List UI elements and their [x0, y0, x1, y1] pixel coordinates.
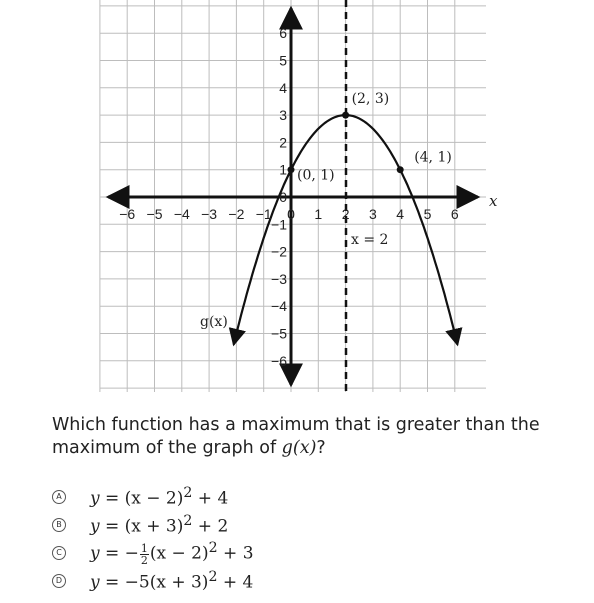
- question-text: Which function has a maximum that is greater than the maximum of the graph of g(x)?: [52, 415, 540, 458]
- y-tick-label: 3: [279, 107, 287, 124]
- x-axis-label: x: [489, 192, 498, 210]
- y-tick-label: 0: [279, 189, 287, 205]
- x-tick-label: 2: [341, 206, 350, 222]
- y-tick-label: 4: [279, 79, 287, 96]
- y-tick-label: 5: [279, 52, 287, 69]
- x-tick-label: −2: [228, 206, 245, 222]
- y-tick-label: −6: [271, 352, 287, 369]
- axis-of-symmetry-label: x = 2: [351, 232, 389, 248]
- x-tick-label: −4: [173, 206, 190, 222]
- y-tick-label: 1: [279, 161, 287, 178]
- choice-d-bubble[interactable]: D: [52, 574, 66, 588]
- y-tick-label: 2: [279, 134, 287, 151]
- choice-d-text: $y = -5(x + 3)^2 + 4$: [90, 569, 254, 593]
- x-tick-label: 6: [450, 206, 459, 222]
- function-label: g(x): [200, 314, 228, 330]
- choice-a[interactable]: [52, 483, 254, 511]
- y-tick-label: −2: [271, 243, 287, 260]
- y-tick-label: −4: [271, 298, 287, 315]
- x-axis-tick-labels: [119, 206, 459, 222]
- x-tick-label: 1: [314, 206, 323, 222]
- fraction: $\frac{1}{2}$: [140, 541, 148, 567]
- choice-b-text: $y = (x + 3)^2 + 2$: [90, 513, 229, 537]
- choice-b-bubble[interactable]: B: [52, 518, 66, 532]
- x-tick-label: −6: [119, 206, 136, 222]
- choice-c-text: y = − $\frac{1}{2}$ $(x - 2)^2 + 3$: [90, 540, 254, 567]
- choice-b[interactable]: [52, 511, 254, 539]
- answer-choices: [52, 483, 254, 595]
- point-label: (4, 1): [414, 149, 452, 166]
- y-tick-label: −5: [271, 325, 287, 342]
- choice-a-text: $y = (x - 2)^2 + 4$: [90, 485, 229, 509]
- y-tick-label: −3: [271, 270, 287, 287]
- point-marker: [342, 112, 349, 119]
- choice-a-bubble[interactable]: A: [52, 490, 66, 504]
- point-label: (0, 1): [297, 167, 335, 184]
- choice-d[interactable]: [52, 567, 254, 595]
- x-tick-label: 4: [396, 206, 405, 222]
- choice-c-bubble[interactable]: C: [52, 546, 66, 560]
- x-tick-label: 0: [287, 206, 295, 222]
- x-tick-label: −3: [201, 206, 218, 222]
- x-tick-label: −1: [255, 206, 272, 222]
- choice-c[interactable]: [52, 539, 254, 567]
- point-label: (2, 3): [351, 91, 390, 108]
- x-tick-label: 3: [369, 206, 377, 222]
- x-tick-label: −5: [146, 206, 163, 222]
- y-tick-label: −1: [271, 216, 287, 233]
- point-marker: [397, 166, 404, 173]
- y-tick-label: 6: [279, 25, 287, 42]
- x-tick-label: 5: [423, 206, 432, 222]
- point-marker: [288, 166, 295, 173]
